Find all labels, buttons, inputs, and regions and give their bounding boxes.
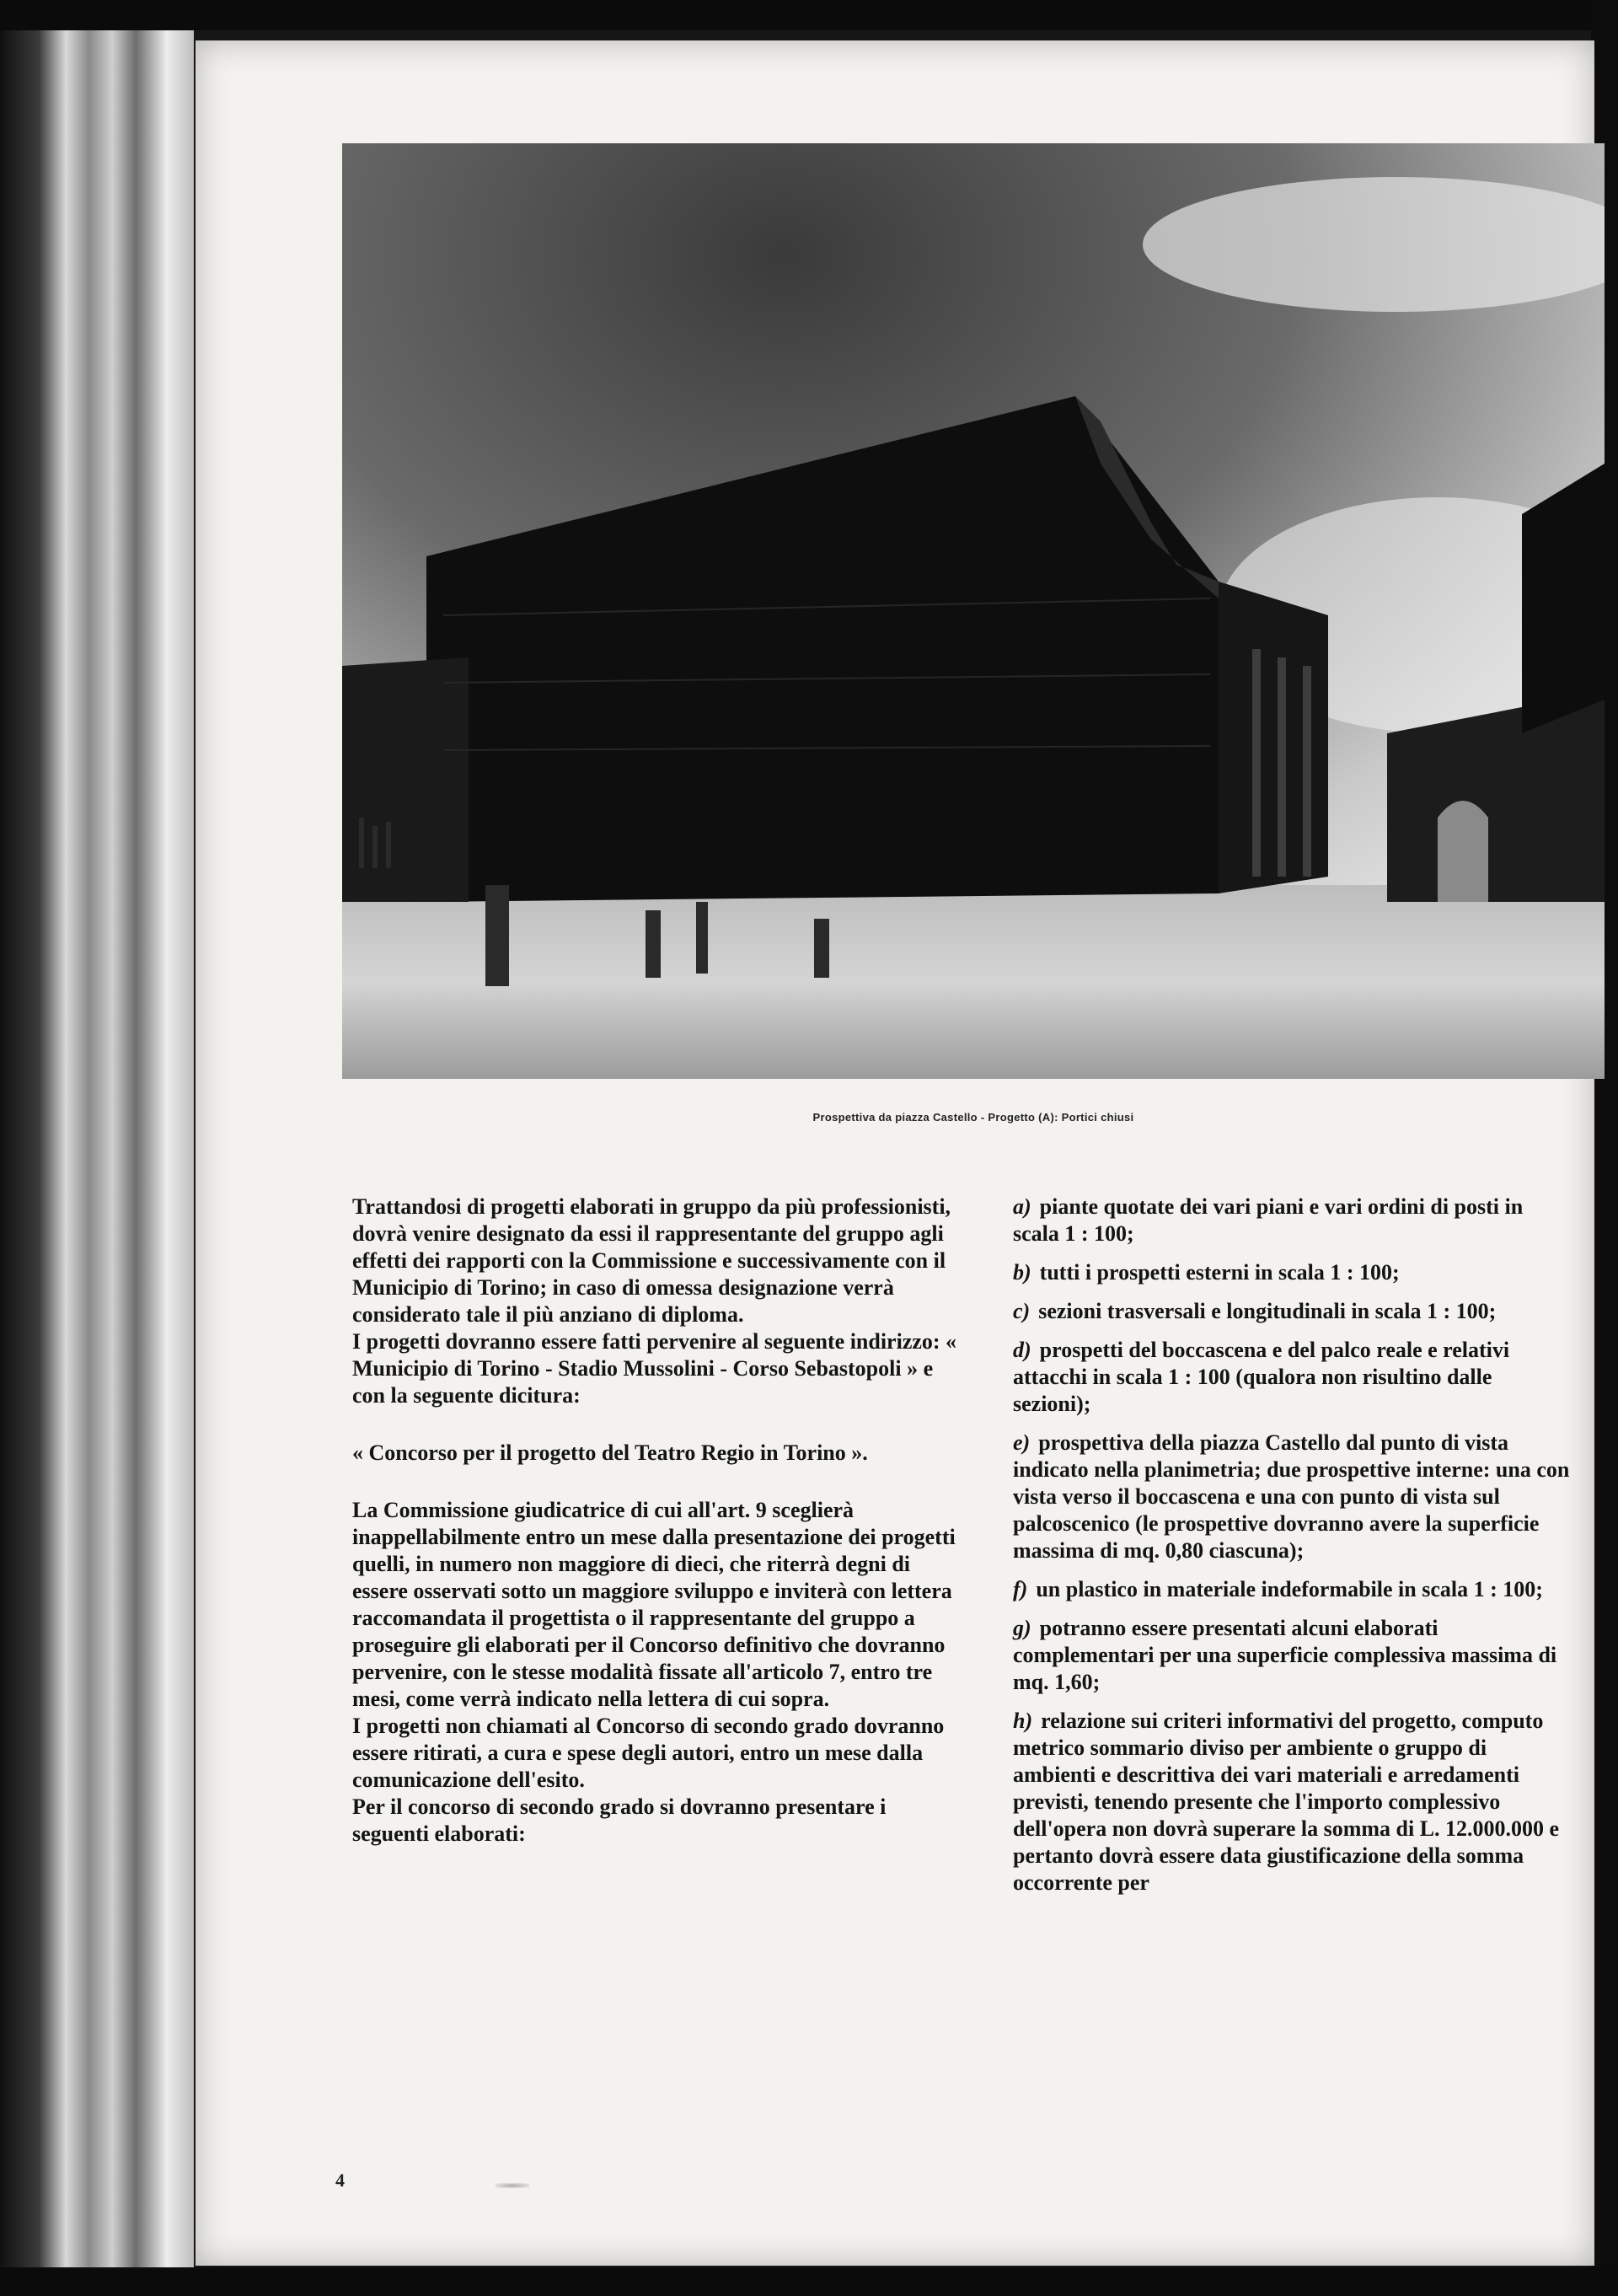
left-text-column <box>352 1194 959 1848</box>
list-item-label: c) <box>1013 1299 1031 1323</box>
paragraph-contest-title: « Concorso per il progetto del Teatro Regio in Torino ». <box>352 1440 868 1465</box>
list-item-label: h) <box>1013 1709 1033 1733</box>
list-item-label: a) <box>1013 1194 1031 1219</box>
list-item-label: d) <box>1013 1338 1031 1362</box>
list-item-text: sezioni trasversali e longitudinali in scala 1 : 100; <box>1038 1299 1497 1323</box>
list-item-text: un plastico in materiale indeformabile in scala 1 : 100; <box>1036 1577 1543 1601</box>
list-item-text: potranno essere presentati alcuni elaborati complementari per una superficie complessiva massima di mq. 1,60; <box>1013 1616 1557 1694</box>
list-item <box>1013 1576 1572 1603</box>
list-item-text: tutti i prospetti esterni in scala 1 : 100; <box>1039 1260 1400 1285</box>
theatre-building-image <box>342 143 1605 1079</box>
list-item <box>1013 1615 1572 1696</box>
list-item <box>1013 1708 1572 1896</box>
list-item <box>1013 1337 1572 1418</box>
right-text-column <box>1013 1194 1572 1908</box>
list-item-text: piante quotate dei vari piani e vari ordini di posti in scala 1 : 100; <box>1013 1194 1524 1246</box>
list-item <box>1013 1298 1572 1325</box>
list-item-text: relazione sui criteri informativi del progetto, computo metrico sommario diviso per ambiente o gruppo di ambienti e descrittiva dei vari materiali e arredamenti previsti, tenendo presente che l'importo complessivo dell'opera non dovrà superare la somma di L. 12.000.000 e pertanto dovrà essere data giustificazione della somma occorrente per <box>1013 1709 1560 1895</box>
list-item-label: b) <box>1013 1260 1031 1285</box>
book-spine-edge <box>0 0 194 2296</box>
scan-top-edge <box>0 0 1618 30</box>
list-item-label: e) <box>1013 1430 1031 1455</box>
paragraph-commission: La Commissione giudicatrice di cui all'art. 9 sceglierà inappellabilmente entro un mese dalla presentazione dei progetti quelli, in numero non maggiore di dieci, che riterrà degni di essere osservati sotto un maggiore sviluppo e inviterà con lettera raccomandata il progettista o il rappresentante del gruppo a proseguire gli elaborati per il Concorso definitivo che dovranno pervenire, con le stesse modalità fissate all'articolo 7, entro tre mesi, come verrà indicato nella lettera di cui sopra. <box>352 1498 956 1711</box>
list-item-label: f) <box>1013 1577 1028 1601</box>
architectural-perspective-photo <box>342 143 1605 1079</box>
scan-bottom-edge <box>0 2267 1618 2296</box>
list-item <box>1013 1259 1572 1286</box>
list-item <box>1013 1430 1572 1564</box>
paragraph-second-round: Per il concorso di secondo grado si dovranno presentare i seguenti elaborati: <box>352 1794 887 1846</box>
list-item-text: prospettiva della piazza Castello dal punto di vista indicato nella planimetria; due prospettive interne: una con vista verso il boccascena e una con punto di vista sul palcoscenico (le prospettive dovranno avere la superficie massima di mq. 0,80 ciascuna); <box>1013 1430 1570 1563</box>
paragraph-delivery-address: I progetti dovranno essere fatti pervenire al seguente indirizzo: « Municipio di Torino - Stadio Mussolini - Corso Sebastopoli » e con la seguente dicitura: <box>352 1329 957 1408</box>
page-number: 4 <box>335 2170 345 2191</box>
list-item <box>1013 1194 1572 1247</box>
scan-smudge <box>496 2183 529 2188</box>
paragraph-group-representative: Trattandosi di progetti elaborati in gruppo da più professionisti, dovrà venire designato da essi il rappresentante del gruppo agli effetti dei rapporti con la Commissione e successivamente con il Municipio di Torino; in caso di omessa designazione verrà considerato tale il più anziano di diploma. <box>352 1194 951 1327</box>
paragraph-withdrawal: I progetti non chiamati al Concorso di secondo grado dovranno essere ritirati, a cura e spese degli autori, entro un mese dalla comunicazione dell'esito. <box>352 1714 945 1792</box>
list-item-label: g) <box>1013 1616 1031 1640</box>
photo-caption: Prospettiva da piazza Castello - Progetto (A): Portici chiusi <box>812 1111 1134 1124</box>
list-item-text: prospetti del boccascena e del palco reale e relativi attacchi in scala 1 : 100 (qualora non risultino dalle sezioni); <box>1013 1338 1510 1416</box>
